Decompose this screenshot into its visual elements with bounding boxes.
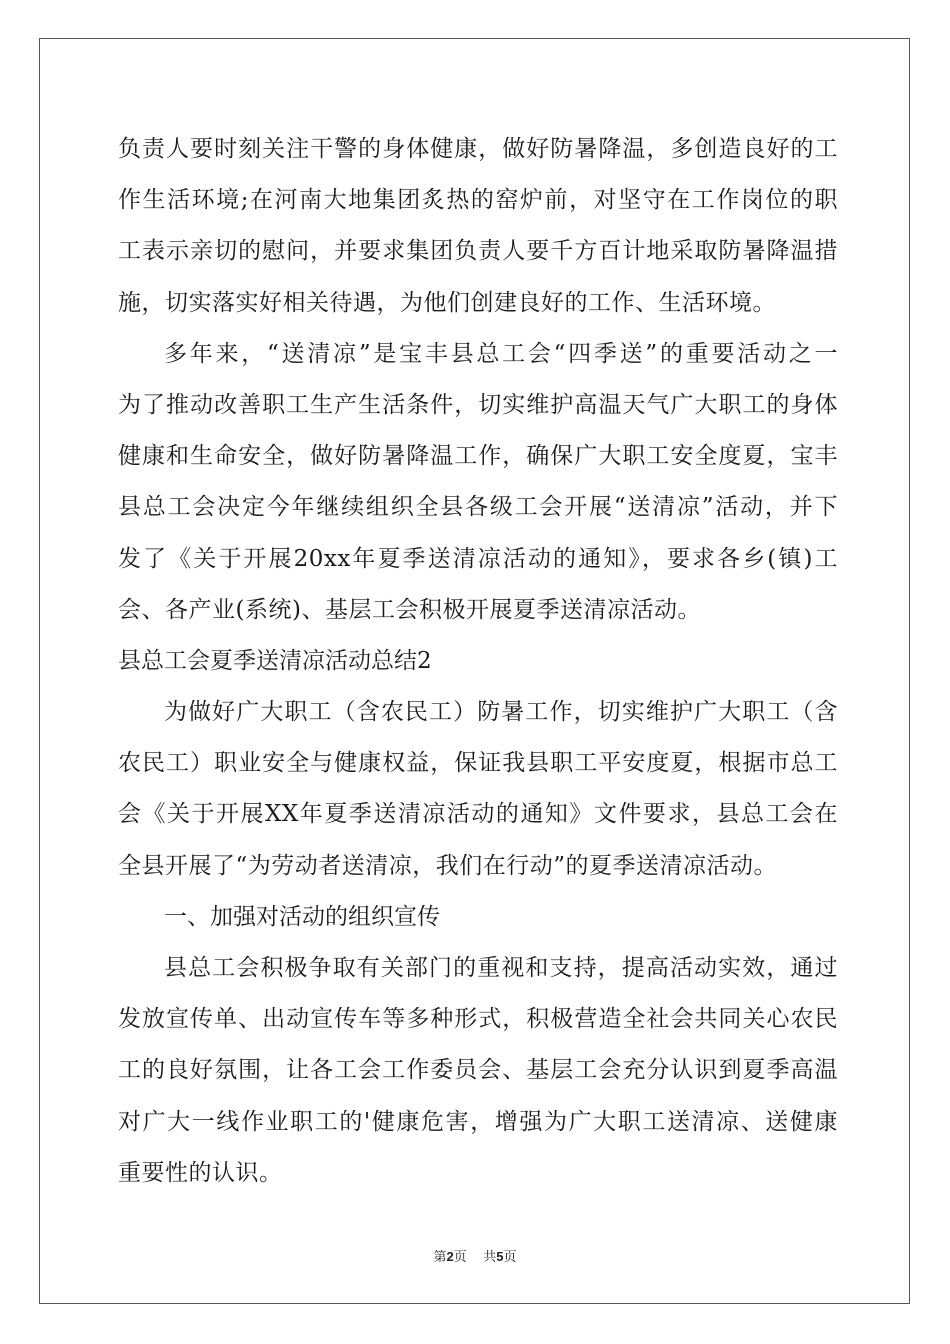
- text-line: 施，切实落实好相关待遇，为他们创建良好的工作、生活环境。: [118, 289, 776, 316]
- total-unit: 页: [503, 1250, 517, 1265]
- text-line: 发了《关于开展20xx年夏季送清凉活动的通知》，要求各乡(镇)工: [118, 545, 838, 572]
- text-line: 会、各产业(系统)、基层工会积极开展夏季送清凉活动。: [118, 596, 701, 623]
- page-footer: [0, 1246, 950, 1265]
- text-line: 农民工）职业安全与健康权益，保证我县职工平安度夏，根据市总工: [118, 750, 838, 777]
- total-pages: 5: [496, 1249, 504, 1264]
- text-line: 工表示亲切的慰问，并要求集团负责人要千方百计地采取防暑降温措: [118, 238, 838, 265]
- page-number: 2: [446, 1249, 454, 1264]
- page-prefix: 第: [433, 1250, 447, 1265]
- text-line: 作生活环境;在河南大地集团炙热的窑炉前，对坚守在工作岗位的职: [118, 187, 838, 214]
- subheading: 一、加强对活动的组织宣传: [164, 903, 440, 930]
- total-prefix: 共: [483, 1250, 497, 1265]
- text-line: 对广大一线作业职工的'健康危害，增强为广大职工送清凉、送健康: [118, 1108, 838, 1135]
- text-line: 全县开展了“为劳动者送清凉，我们在行动”的夏季送清凉活动。: [118, 852, 778, 879]
- text-line: 负责人要时刻关注干警的身体健康，做好防暑降温，多创造良好的工: [118, 136, 838, 162]
- paragraph-start: 多年来，“送清凉”是宝丰县总工会“四季送”的重要活动之一: [164, 340, 838, 367]
- text-line: 发放宣传单、出动宣传车等多种形式，积极营造全社会共同关心农民: [118, 1006, 838, 1033]
- page-unit: 页: [453, 1250, 467, 1265]
- text-line: 会《关于开展XX年夏季送清凉活动的通知》文件要求，县总工会在: [118, 801, 838, 828]
- text-line: 为了推动改善职工生产生活条件，切实维护高温天气广大职工的身体: [118, 391, 838, 418]
- paragraph-start: 县总工会积极争取有关部门的重视和支持，提高活动实效，通过: [164, 955, 838, 981]
- text-line: 县总工会决定今年继续组织全县各级工会开展“送清凉”活动，并下: [118, 494, 838, 521]
- paragraph-start: 为做好广大职工（含农民工）防暑工作，切实维护广大职工（含: [164, 699, 838, 726]
- text-line: 重要性的认识。: [118, 1159, 283, 1186]
- text-line: 工的良好氛围，让各工会工作委员会、基层工会充分认识到夏季高温: [118, 1057, 838, 1084]
- text-line: 健康和生命安全，做好防暑降温工作，确保广大职工安全度夏，宝丰: [118, 443, 838, 470]
- document-body: [118, 124, 838, 1199]
- section-title: 县总工会夏季送清凉活动总结2: [118, 647, 432, 674]
